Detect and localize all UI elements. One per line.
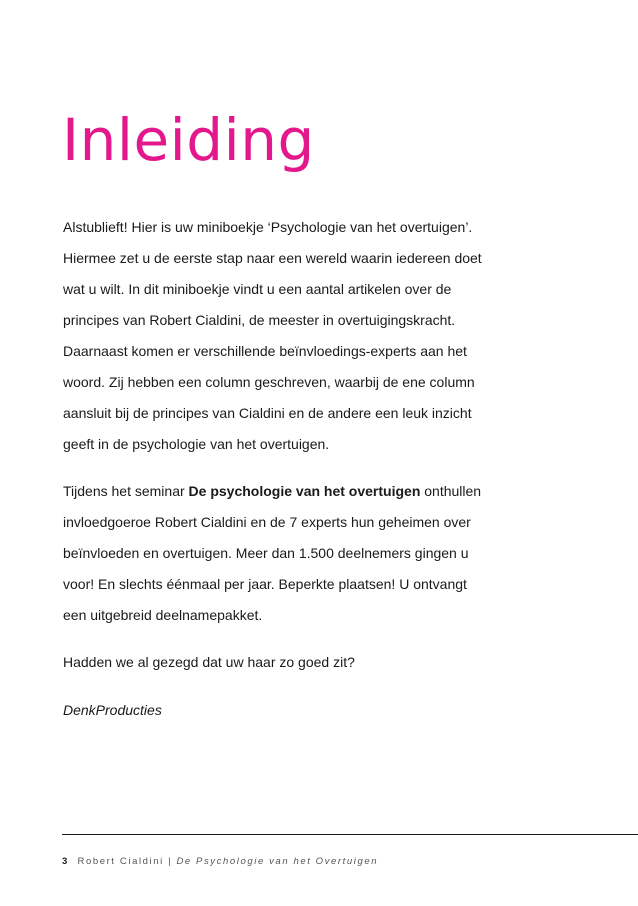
page-footer <box>62 856 378 867</box>
text-line: voor! En slechts éénmaal per jaar. Beperkte plaatsen! U ontvangt <box>63 576 467 592</box>
text-line: geeft in de psychologie van het overtuigen. <box>63 436 330 452</box>
intro-text <box>63 212 583 726</box>
text-line: invloedgoeroe Robert Cialdini en de 7 experts hun geheimen over <box>63 514 471 530</box>
footer-separator: | <box>168 856 173 867</box>
closing-paragraph <box>63 647 583 678</box>
seminar-title: De psychologie van het overtuigen <box>188 483 421 499</box>
intro-paragraph-1 <box>63 212 583 460</box>
text-line: woord. Zij hebben een column geschreven, waarbij de ene column <box>63 374 475 390</box>
text-line: Hadden we al gezegd dat uw haar zo goed zit? <box>63 654 355 670</box>
text-line: beïnvloeden en overtuigen. Meer dan 1.500 deelnemers gingen u <box>63 545 469 561</box>
page-title: Inleiding <box>62 106 315 174</box>
page-number: 3 <box>62 856 68 867</box>
text-segment: Tijdens het seminar <box>63 483 189 499</box>
seminar-paragraph <box>63 476 583 631</box>
text-line <box>63 476 583 507</box>
text-segment: onthullen <box>420 483 482 499</box>
footer-divider <box>62 834 638 835</box>
text-line: principes van Robert Cialdini, de meester in overtuigingskracht. <box>63 312 456 328</box>
footer-author: Robert Cialdini <box>77 856 164 867</box>
footer-book-title: De Psychologie van het Overtuigen <box>176 856 379 867</box>
signature: DenkProducties <box>63 702 162 718</box>
text-line: een uitgebreid deelnamepakket. <box>63 607 263 623</box>
text-line: aansluit bij de principes van Cialdini en de andere een leuk inzicht <box>63 405 472 421</box>
text-line: Alstublieft! Hier is uw miniboekje ‘Psychologie van het overtuigen’. <box>63 219 473 235</box>
text-line: Daarnaast komen er verschillende beïnvloedings-experts aan het <box>63 343 467 359</box>
signature-paragraph <box>63 695 583 726</box>
text-line: wat u wilt. In dit miniboekje vindt u een aantal artikelen over de <box>63 281 452 297</box>
text-line: Hiermee zet u de eerste stap naar een wereld waarin iedereen doet <box>63 250 482 266</box>
